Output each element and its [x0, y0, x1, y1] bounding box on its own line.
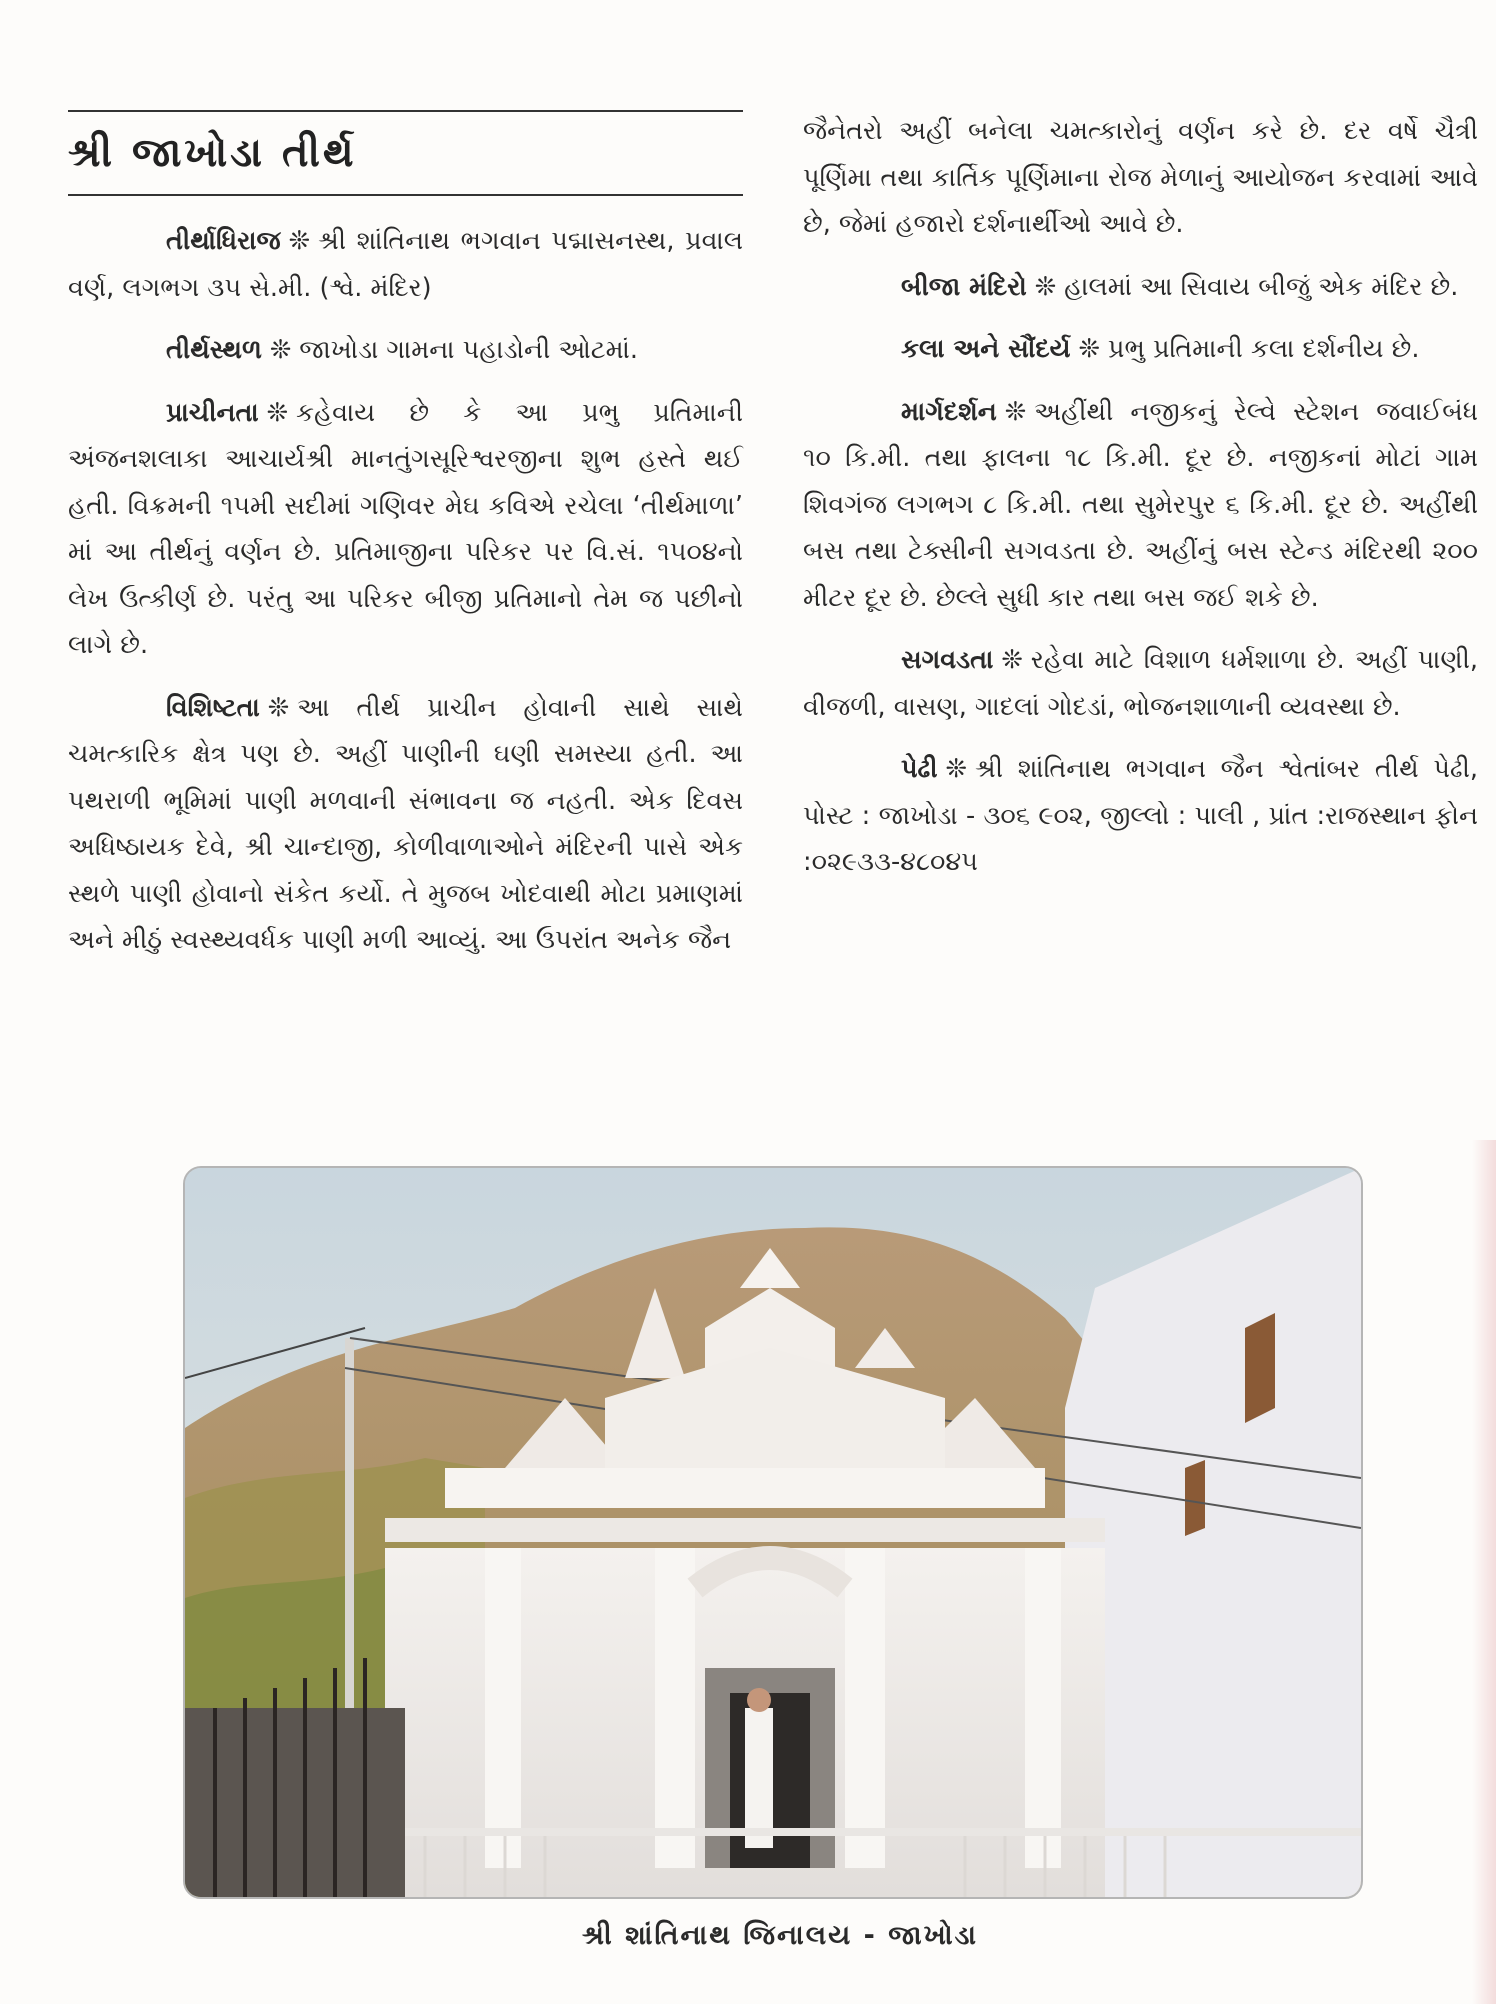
- right_column-paragraph: [803, 326, 1478, 373]
- section-heading: પ્રાચીનતા: [166, 397, 259, 428]
- temple-photo-illustration: [185, 1168, 1361, 1897]
- asterisk-icon: ❊: [1034, 271, 1057, 302]
- photo-caption: શ્રી શાંતિનાથ જિનાલય - જાખોડા: [581, 1920, 979, 1951]
- left-column: [68, 104, 743, 980]
- paragraph-text: શ્રી શાંતિનાથ ભગવાન જૈન શ્વેતાંબર તીર્થ પેઢી, પોસ્ટ : જાખોડા - ૩૦૬ ૯૦૨, જીલ્લો : પાલી , પ્રાંત :રાજસ્થાન ફોન :૦૨૯૩૩-૪૮૦૪૫: [803, 754, 1478, 877]
- section-heading: માર્ગદર્શન: [901, 396, 997, 427]
- paragraph-text: હાલમાં આ સિવાય બીજું એક મંદિર છે.: [1064, 271, 1459, 302]
- section-heading: તીર્થસ્થળ: [166, 335, 262, 365]
- right-column: [803, 108, 1478, 902]
- right_column-paragraph: [803, 637, 1478, 730]
- section-heading: પેઢી: [901, 754, 938, 784]
- asterisk-icon: ❊: [1001, 645, 1023, 675]
- left-paragraphs: [68, 218, 743, 964]
- right-paragraphs: [803, 108, 1478, 886]
- page-edge-tint: [1472, 1140, 1496, 2004]
- paragraph-text: અહીંથી નજીકનું રેલ્વે સ્ટેશન જવાઈબંધ ૧૦ કિ.મી. તથા ફાલના ૧૮ કિ.મી. દૂર છે. નજીકનાં મોટાં ગામ શિવગંજ લગભગ ૮ કિ.મી. તથા સુમેરપુર ૬ કિ.મી. દૂર છે. અહીંથી બસ તથા ટેક્સીની સગવડતા છે. અહીંનું બસ સ્ટેન્ડ મંદિરથી ૨૦૦ મીટર દૂર છે. છેલ્લે સુધી કાર તથા બસ જઈ શકે છે.: [803, 396, 1478, 613]
- paragraph-text: રહેવા માટે વિશાળ ધર્મશાળા છે. અહીં પાણી, વીજળી, વાસણ, ગાદલાં ગોદડાં, ભોજનશાળાની વ્યવસ્થા છે.: [803, 645, 1478, 722]
- section-heading: વિશિષ્ટતા: [166, 692, 260, 723]
- asterisk-icon: ❊: [266, 397, 289, 428]
- right_column-paragraph: [803, 108, 1478, 248]
- asterisk-icon: ❊: [1078, 334, 1100, 364]
- left_column-paragraph: [68, 327, 743, 374]
- section-heading: કલા અને સૌંદર્ય: [901, 334, 1071, 364]
- section-heading: બીજા મંદિરો: [901, 271, 1027, 302]
- right_column-paragraph: [803, 264, 1478, 311]
- paragraph-text: કહેવાય છે કે આ પ્રભુ પ્રતિમાની અંજનશલાકા આચાર્યશ્રી માનતુંગસૂરિશ્વરજીના શુભ હસ્તે થઈ હતી. વિક્રમની ૧૫મી સદીમાં ગણિવર મેઘ કવિએ રચેલા ‘તીર્થમાળા’ માં આ તીર્થનું વર્ણન છે. પ્રતિમાજીના પરિકર પર વિ.સં. ૧૫૦૪નો લેખ ઉત્કીર્ણ છે. પરંતુ આ પરિકર બીજી પ્રતિમાનો તેમ જ પછીનો લાગે છે.: [68, 397, 743, 660]
- section-heading: સગવડતા: [901, 645, 994, 675]
- left_column-paragraph: [68, 218, 743, 311]
- paragraph-text: જૈનેતરો અહીં બનેલા ચમત્કારોનું વર્ણન કરે છે. દર વર્ષે ચૈત્રી પૂર્ણિમા તથા કાર્તિક પૂર્ણિમાના રોજ મેળાનું આયોજન કરવામાં આવે છે, જેમાં હજારો દર્શનાર્થીઓ આવે છે.: [803, 116, 1478, 239]
- right_column-paragraph: [803, 389, 1478, 622]
- paragraph-text: જાખોડા ગામના પહાડોની ઓટમાં.: [299, 335, 638, 365]
- paragraph-text: આ તીર્થ પ્રાચીન હોવાની સાથે સાથે ચમત્કારિક ક્ષેત્ર પણ છે. અહીં પાણીની ઘણી સમસ્યા હતી. આ પથરાળી ભૂમિમાં પાણી મળવાની સંભાવના જ નહતી. એક દિવસ અધિષ્ઠાયક દેવે, શ્રી ચાન્દાજી, કોળીવાળાઓને મંદિરની પાસે એક સ્થળે પાણી હોવાનો સંકેત કર્યો. તે મુજબ ખોદવાથી મોટા પ્રમાણમાં અને મીઠું સ્વસ્થ્યવર્ધક પાણી મળી આવ્યું. આ ઉપરાંત અનેક જૈન: [68, 692, 743, 955]
- page-title: શ્રી જાખોડા તીર્થ: [68, 129, 357, 176]
- paragraph-text: પ્રભુ પ્રતિમાની કલા દર્શનીય છે.: [1107, 334, 1420, 364]
- temple-photo: [183, 1166, 1363, 1899]
- paragraph-text: શ્રી શાંતિનાથ ભગવાન પદ્માસનસ્થ, પ્રવાલ વર્ણ, લગભગ ૩૫ સે.મી. (શ્વે. મંદિર): [68, 226, 743, 303]
- asterisk-icon: ❊: [288, 226, 310, 256]
- right_column-paragraph: [803, 746, 1478, 886]
- left_column-paragraph: [68, 685, 743, 964]
- asterisk-icon: ❊: [945, 754, 967, 784]
- asterisk-icon: ❊: [269, 335, 292, 365]
- title-block: [68, 110, 743, 196]
- asterisk-icon: ❊: [1004, 396, 1027, 427]
- left_column-paragraph: [68, 390, 743, 669]
- section-heading: તીર્થાધિરાજ: [166, 226, 281, 256]
- asterisk-icon: ❊: [267, 692, 290, 723]
